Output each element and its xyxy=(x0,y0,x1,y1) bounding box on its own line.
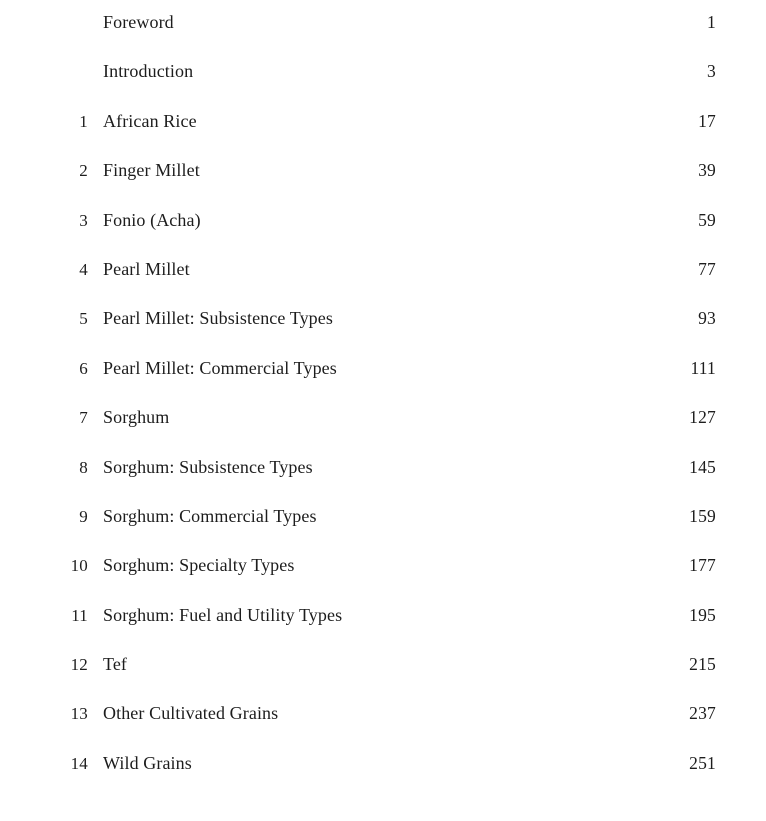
toc-entry-page: 215 xyxy=(689,654,716,675)
toc-entry-introduction[interactable] xyxy=(40,61,716,110)
toc-entry-title: Introduction xyxy=(103,61,194,82)
toc-entry-page: 3 xyxy=(707,61,716,82)
toc-entry-page: 145 xyxy=(689,456,716,477)
toc-entry-page: 17 xyxy=(698,110,716,131)
toc-entry-title: Foreword xyxy=(103,12,174,32)
toc-entry-number: 4 xyxy=(79,259,88,279)
toc-entry-number: 10 xyxy=(70,556,88,576)
toc-entry-tef[interactable] xyxy=(40,654,716,703)
toc-entry-number: 7 xyxy=(79,408,88,428)
toc-entry-number: 6 xyxy=(79,358,88,378)
toc-entry-other-cultivated-grains[interactable] xyxy=(40,703,716,752)
toc-entry-number: 3 xyxy=(79,210,88,230)
toc-entry-title: Pearl Millet xyxy=(103,258,190,279)
toc-entry-title: Wild Grains xyxy=(103,752,192,773)
toc-entry-page: 159 xyxy=(689,505,716,526)
toc-entry-title: Sorghum: Commercial Types xyxy=(103,505,317,526)
toc-entry-african-rice[interactable] xyxy=(40,111,716,160)
toc-entry-number: 8 xyxy=(79,457,88,477)
toc-entry-number: 13 xyxy=(70,704,88,724)
toc-entry-page: 251 xyxy=(689,752,716,773)
toc-entry-number: 5 xyxy=(79,309,88,329)
toc-entry-sorghum-commercial-types[interactable] xyxy=(40,506,716,555)
toc-entry-number: 2 xyxy=(79,161,88,181)
toc-entry-pearl-millet[interactable] xyxy=(40,259,716,308)
toc-entry-title: Sorghum: Fuel and Utility Types xyxy=(103,604,343,625)
toc-entry-wild-grains[interactable] xyxy=(40,753,716,802)
toc-entry-sorghum-fuel-and-utility-types[interactable] xyxy=(40,605,716,654)
toc-entry-sorghum-subsistence-types[interactable] xyxy=(40,457,716,506)
toc-entry-page: 237 xyxy=(689,703,716,724)
toc-entry-title: Sorghum: Subsistence Types xyxy=(103,456,313,477)
toc-entry-title: Pearl Millet: Commercial Types xyxy=(103,357,337,378)
toc-entry-title: African Rice xyxy=(103,110,197,131)
toc-entry-title: Sorghum xyxy=(103,407,170,428)
toc-entry-page: 1 xyxy=(707,12,716,32)
toc-entry-title: Other Cultivated Grains xyxy=(103,703,279,724)
toc-entry-sorghum-specialty-types[interactable] xyxy=(40,555,716,604)
toc-entry-page: 77 xyxy=(698,258,716,279)
toc-entry-foreword[interactable] xyxy=(40,12,716,61)
toc-entry-fonio-acha[interactable] xyxy=(40,210,716,259)
toc-entry-sorghum[interactable] xyxy=(40,407,716,456)
toc-entry-page: 127 xyxy=(689,407,716,428)
toc-entry-title: Fonio (Acha) xyxy=(103,209,201,230)
toc-entry-page: 177 xyxy=(689,555,716,576)
toc-entry-number: 9 xyxy=(79,506,88,526)
toc-entry-pearl-millet-subsistence-types[interactable] xyxy=(40,308,716,357)
toc-entry-pearl-millet-commercial-types[interactable] xyxy=(40,358,716,407)
toc-entry-page: 59 xyxy=(698,209,716,230)
toc-entry-page: 93 xyxy=(698,308,716,329)
toc-entry-title: Sorghum: Specialty Types xyxy=(103,555,295,576)
toc-entry-number: 14 xyxy=(70,753,88,773)
toc-entry-number: 1 xyxy=(79,111,88,131)
toc-entry-finger-millet[interactable] xyxy=(40,160,716,209)
toc-entry-title: Finger Millet xyxy=(103,160,200,181)
toc-entry-title: Pearl Millet: Subsistence Types xyxy=(103,308,333,329)
toc-entry-page: 195 xyxy=(689,604,716,625)
toc-entry-number: 12 xyxy=(70,655,88,675)
toc-entry-number: 11 xyxy=(71,605,88,625)
toc-entry-page: 111 xyxy=(690,357,716,378)
toc-entry-title: Tef xyxy=(103,654,128,675)
toc-entry-page: 39 xyxy=(698,160,716,181)
